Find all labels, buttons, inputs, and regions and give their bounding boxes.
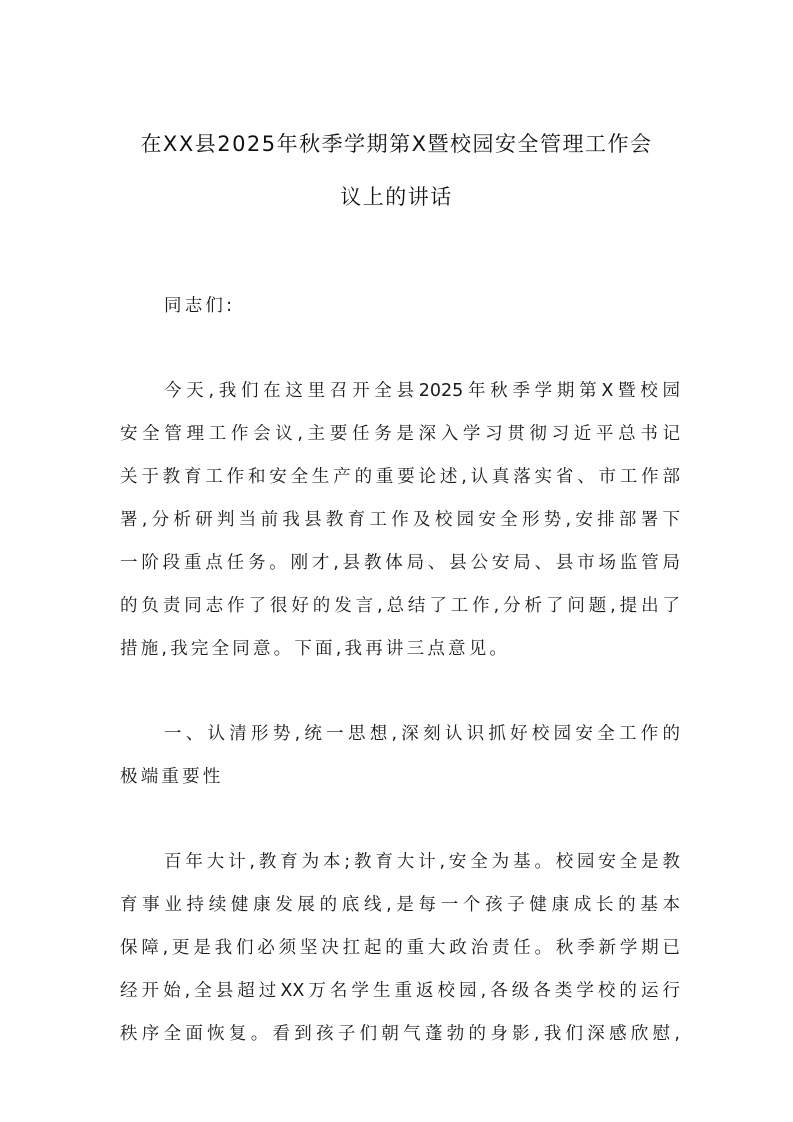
paragraph-line: 秩序全面恢复。看到孩子们朝气蓬勃的身影,我们深感欣慰,: [120, 1024, 680, 1044]
heading-line: 极端重要性: [120, 767, 224, 787]
document-title-line-1: 在XX县2025年秋季学期第X暨校园安全管理工作会: [140, 132, 653, 156]
paragraph-line: 措施,我完全同意。下面,我再讲三点意见。: [120, 639, 511, 659]
paragraph-line: 的负责同志作了很好的发言,总结了工作,分析了问题,提出了: [120, 596, 680, 616]
heading-line: 一、认清形势,统一思想,深刻认识抓好校园安全工作的: [164, 724, 680, 744]
salutation: 同志们:: [164, 296, 236, 316]
paragraph-line: 育事业持续健康发展的底线,是每一个孩子健康成长的基本: [120, 895, 680, 915]
paragraph-line: 安全管理工作会议,主要任务是深入学习贯彻习近平总书记: [120, 424, 680, 444]
paragraph-line: 百年大计,教育为本;教育大计,安全为基。校园安全是教: [164, 852, 680, 872]
paragraph-line: 今天,我们在这里召开全县2025年秋季学期第X暨校园: [164, 381, 680, 401]
paragraph-line: 经开始,全县超过XX万名学生重返校园,各级各类学校的运行: [120, 981, 680, 1001]
paragraph-line: 保障,更是我们必须坚决扛起的重大政治责任。秋季新学期已: [120, 938, 680, 958]
paragraph-line: 关于教育工作和安全生产的重要论述,认真落实省、市工作部: [120, 467, 680, 487]
paragraph-line: 一阶段重点任务。刚才,县教体局、县公安局、县市场监管局: [120, 553, 680, 573]
paragraph-line: 署,分析研判当前我县教育工作及校园安全形势,安排部署下: [120, 510, 680, 530]
document-title-line-2: 议上的讲话: [340, 185, 453, 209]
